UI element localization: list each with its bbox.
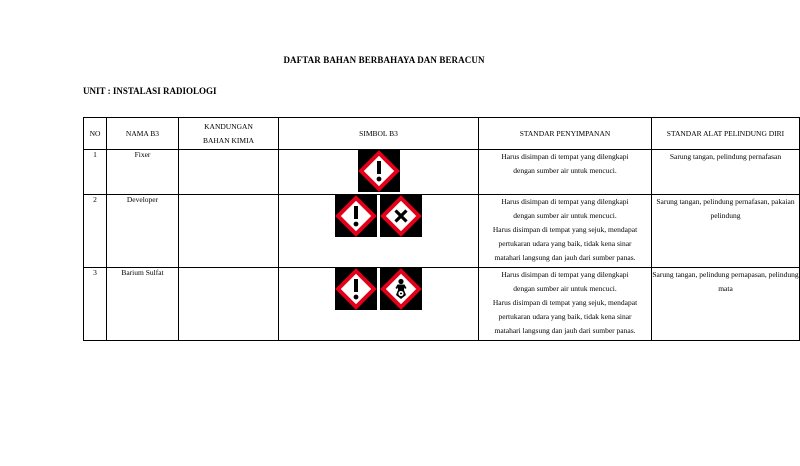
cell-no: 3 xyxy=(84,268,107,341)
table-header-row xyxy=(84,118,800,150)
header-standar-apd: STANDAR ALAT PELINDUNG DIRI xyxy=(652,118,800,150)
document-title: DAFTAR BAHAN BERBAHAYA DAN BERACUN xyxy=(283,55,485,65)
unit-label: UNIT : INSTALASI RADIOLOGI xyxy=(83,86,217,96)
cell-standar-penyimpanan xyxy=(479,195,652,268)
health-hazard-icon xyxy=(380,268,422,310)
storage-line: pertukaran udara yang baik, tidak kena sinar xyxy=(498,312,632,321)
storage-line: Harus disimpan di tempat yang dilengkapi xyxy=(501,197,629,206)
header-kandungan xyxy=(179,118,279,150)
storage-line: dengan sumber air untuk mencuci. xyxy=(513,166,617,175)
cell-simbol xyxy=(279,268,479,341)
table-row xyxy=(84,268,800,341)
table-row xyxy=(84,150,800,195)
cell-simbol xyxy=(279,150,479,195)
storage-line: Harus disimpan di tempat yang dilengkapi xyxy=(501,270,629,279)
storage-line: matahari langsung dan jauh dari sumber panas. xyxy=(494,326,636,335)
header-kandungan-line1: KANDUNGAN xyxy=(204,121,253,131)
header-nama-b3: NAMA B3 xyxy=(107,118,179,150)
cell-standar-penyimpanan xyxy=(479,150,652,195)
cell-kandungan xyxy=(179,195,279,268)
exclamation-mark-icon xyxy=(358,150,400,192)
storage-line: Harus disimpan di tempat yang sejuk, mendapat xyxy=(492,298,638,307)
cell-simbol xyxy=(279,195,479,268)
cell-nama-b3: Developer xyxy=(107,195,179,268)
storage-line: Harus disimpan di tempat yang dilengkapi xyxy=(501,152,629,161)
header-kandungan-line2: BAHAN KIMIA xyxy=(202,135,255,145)
cell-no: 2 xyxy=(84,195,107,268)
cell-standar-apd: Sarung tangan, pelindung pernafasan, pakaian pelindung xyxy=(652,195,800,268)
hazardous-materials-table xyxy=(83,117,800,341)
storage-line: pertukaran udara yang baik, tidak kena sinar xyxy=(498,239,632,248)
exclamation-mark-icon xyxy=(335,195,377,237)
storage-line: Harus disimpan di tempat yang sejuk, mendapat xyxy=(492,225,638,234)
cell-standar-apd: Sarung tangan, pelindung pernapasan, pelindung mata xyxy=(652,268,800,341)
table-row xyxy=(84,195,800,268)
storage-line: dengan sumber air untuk mencuci. xyxy=(513,211,617,220)
cell-nama-b3: Barium Sulfat xyxy=(107,268,179,341)
cell-nama-b3: Fixer xyxy=(107,150,179,195)
cell-kandungan xyxy=(179,268,279,341)
header-standar-penyimpanan: STANDAR PENYIMPANAN xyxy=(479,118,652,150)
cell-standar-apd: Sarung tangan, pelindung pernafasan xyxy=(652,150,800,195)
header-no: NO xyxy=(84,118,107,150)
harmful-cross-icon xyxy=(380,195,422,237)
cell-kandungan xyxy=(179,150,279,195)
exclamation-mark-icon xyxy=(335,268,377,310)
cell-no: 1 xyxy=(84,150,107,195)
storage-line: matahari langsung dan jauh dari sumber panas. xyxy=(494,253,636,262)
header-simbol-b3: SIMBOL B3 xyxy=(279,118,479,150)
storage-line: dengan sumber air untuk mencuci. xyxy=(513,284,617,293)
cell-standar-penyimpanan xyxy=(479,268,652,341)
